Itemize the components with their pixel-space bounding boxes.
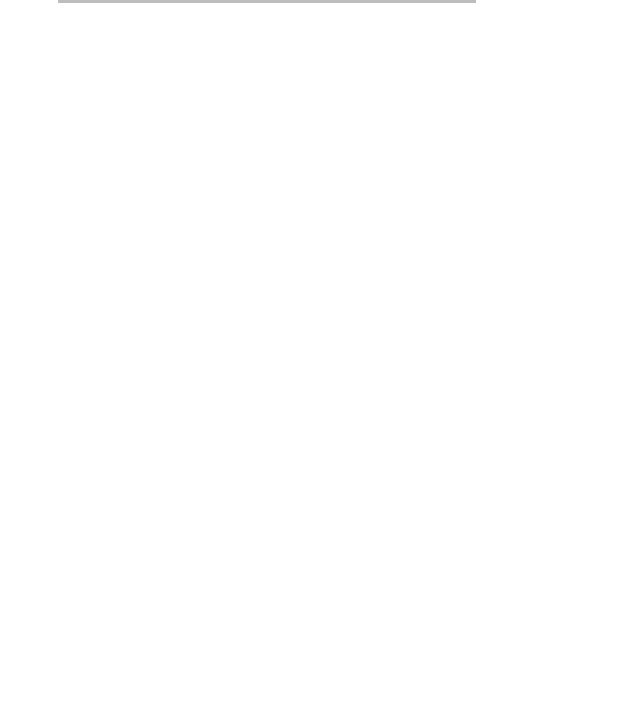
page-top-border bbox=[58, 0, 476, 3]
